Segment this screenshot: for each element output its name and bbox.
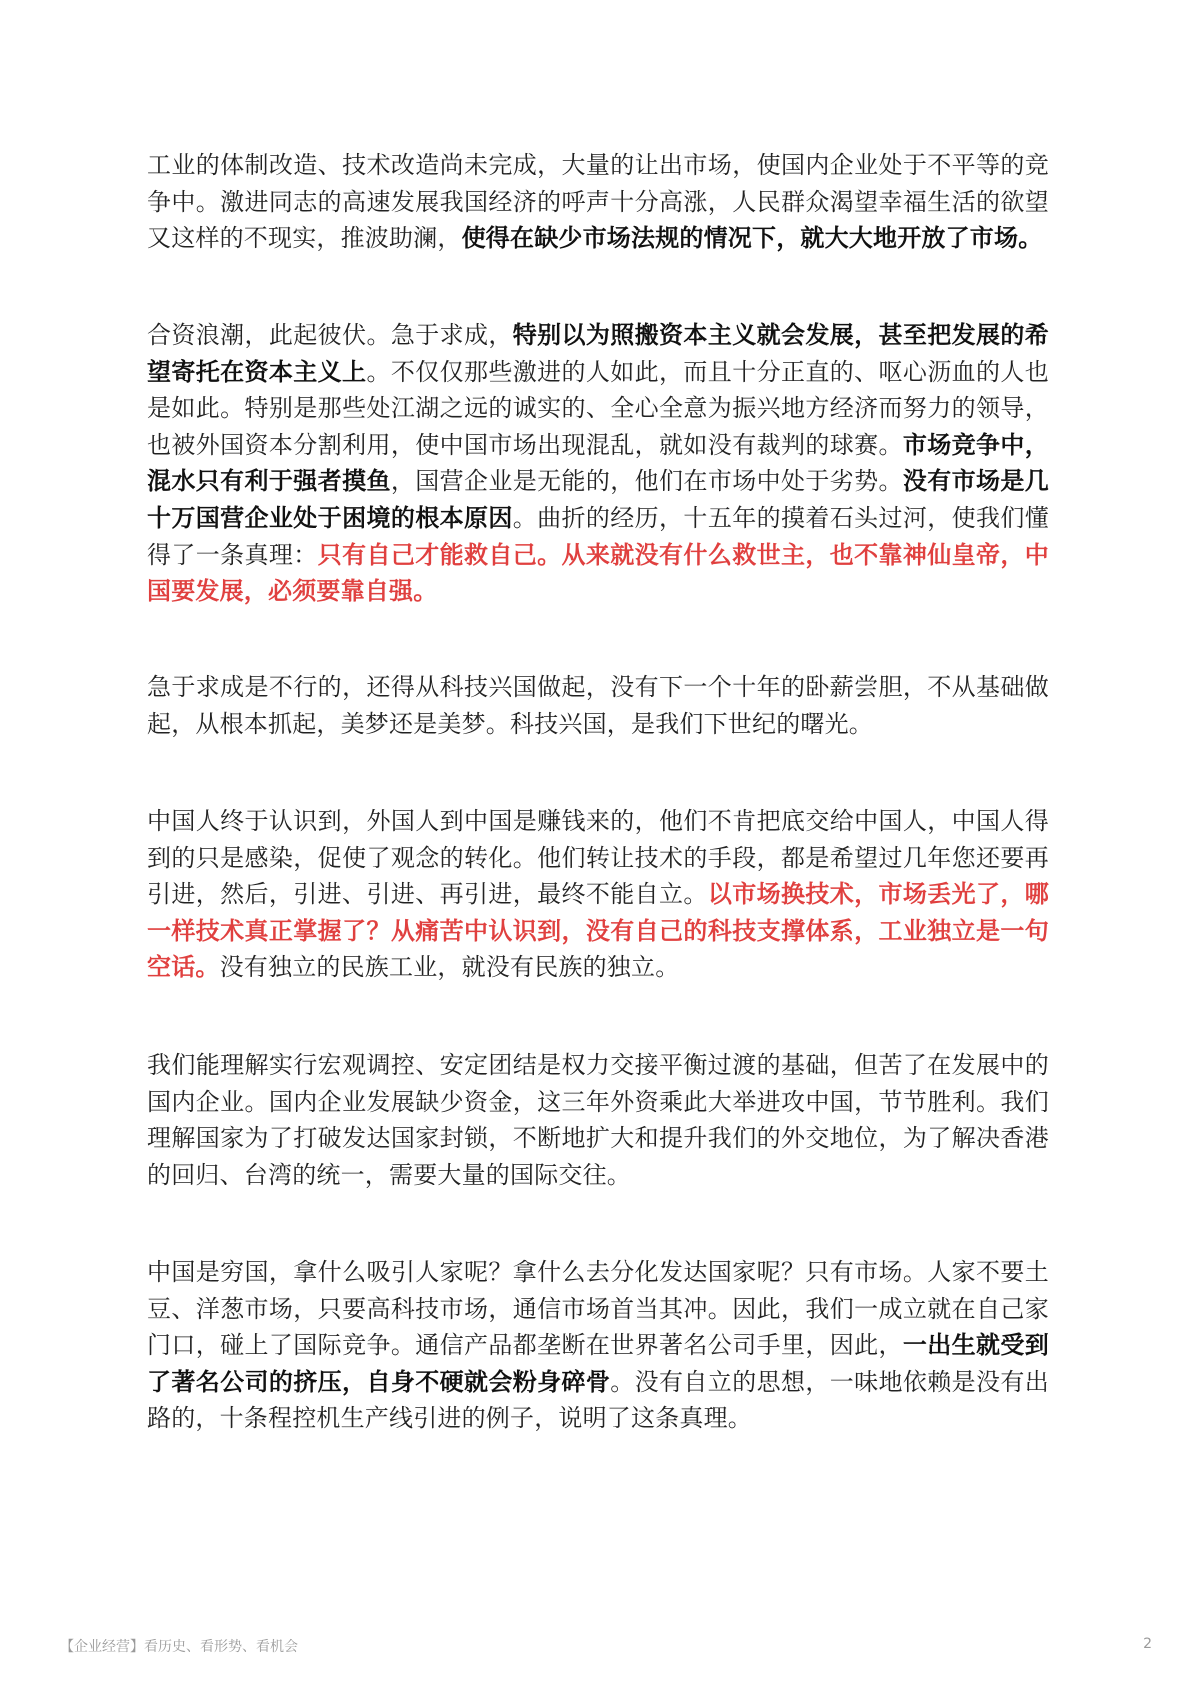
bold-segment: 市场竞争中，混水只有利于强者摸鱼 <box>147 430 1050 496</box>
text-segment: 工业的体制改造、技术改造尚未完成，大量的让出市场，使国内企业处于不平等的竞争中。激进同志的高速发展我国经济的呼声十分高涨，人民群众渴望幸福生活的欲望又这样的不现实，推波助澜， <box>147 151 1049 253</box>
paragraph-2 <box>147 317 1049 610</box>
text-segment: 中国人终于认识到，外国人到中国是赚钱来的，他们不肯把底交给中国人，中国人得到的只是感染，促使了观念的转化。他们转让技术的手段，都是希望过几年您还要再引进，然后，引进、引进、再引进，最终不能自立。 <box>147 807 1049 909</box>
paragraph-5 <box>147 1047 1049 1193</box>
paragraph-1 <box>147 147 1049 257</box>
bold-segment: 一出生就受到了著名公司的挤压，自身不硬就会粉身碎骨 <box>147 1331 1050 1396</box>
paragraph-6 <box>147 1254 1049 1437</box>
page-number: 2 <box>1143 1636 1152 1652</box>
red-emphasis-segment: 以市场换技术，市场丢光了，哪一样技术真正掌握了？从痛苦中认识到，没有自己的科技支撑体系，工业独立是一句空话。 <box>147 880 1049 982</box>
red-emphasis-segment: 只有自己才能救自己。从来就没有什么救世主，也不靠神仙皇帝，中国要发展，必须要靠自强。 <box>147 540 1049 606</box>
paragraph-3 <box>147 669 1049 742</box>
text-segment: ，国营企业是无能的，他们在市场中处于劣势。 <box>390 467 903 496</box>
bold-segment: 没有市场是几十万国营企业处于困境的根本原因 <box>147 467 1050 532</box>
text-segment: 合资浪潮，此起彼伏。急于求成， <box>147 321 513 349</box>
text-segment: 。没有自立的思想，一味地依赖是没有出路的，十条程控机生产线引进的例子，说明了这条真理。 <box>147 1367 1049 1433</box>
bold-segment: 使得在缺少市场法规的情况下，就大大地开放了市场。 <box>461 224 1043 253</box>
bold-segment: 特别以为照搬资本主义就会发展，甚至把发展的希望寄托在资本主义上 <box>147 321 1049 386</box>
text-segment: 中国是穷国，拿什么吸引人家呢？拿什么去分化发达国家呢？只有市场。人家不要土豆、洋葱市场，只要高科技市场，通信市场首当其冲。因此，我们一成立就在自己家门口，碰上了国际竞争。通信产品都垄断在世界著名公司手里，因此， <box>147 1258 1049 1360</box>
text-segment: 。曲折的经历，十五年的摸着石头过河，使我们懂得了一条真理： <box>147 503 1049 569</box>
text-segment: 我们能理解实行宏观调控、安定团结是权力交接平衡过渡的基础，但苦了在发展中的国内企业。国内企业发展缺少资金，这三年外资乘此大举进攻中国，节节胜利。我们理解国家为了打破发达国家封锁，不断地扩大和提升我们的外交地位，为了解决香港的回归、台湾的统一，需要大量的国际交往。 <box>147 1051 1049 1189</box>
text-segment: 。不仅仅那些激进的人如此，而且十分正直的、呕心沥血的人也是如此。特别是那些处江湖之远的诚实的、全心全意为振兴地方经济而努力的领导，也被外国资本分割利用，使中国市场出现混乱，就如没有裁判的球赛。 <box>147 357 1049 459</box>
footer-title: 【企业经营】看历史、看形势、看机会 <box>60 1639 298 1655</box>
text-segment: 急于求成是不行的，还得从科技兴国做起，没有下一个十年的卧薪尝胆，不从基础做起，从根本抓起，美梦还是美梦。科技兴国，是我们下世纪的曙光。 <box>147 673 1049 738</box>
text-segment: 没有独立的民族工业，就没有民族的独立。 <box>219 953 680 982</box>
paragraph-4 <box>147 803 1049 986</box>
